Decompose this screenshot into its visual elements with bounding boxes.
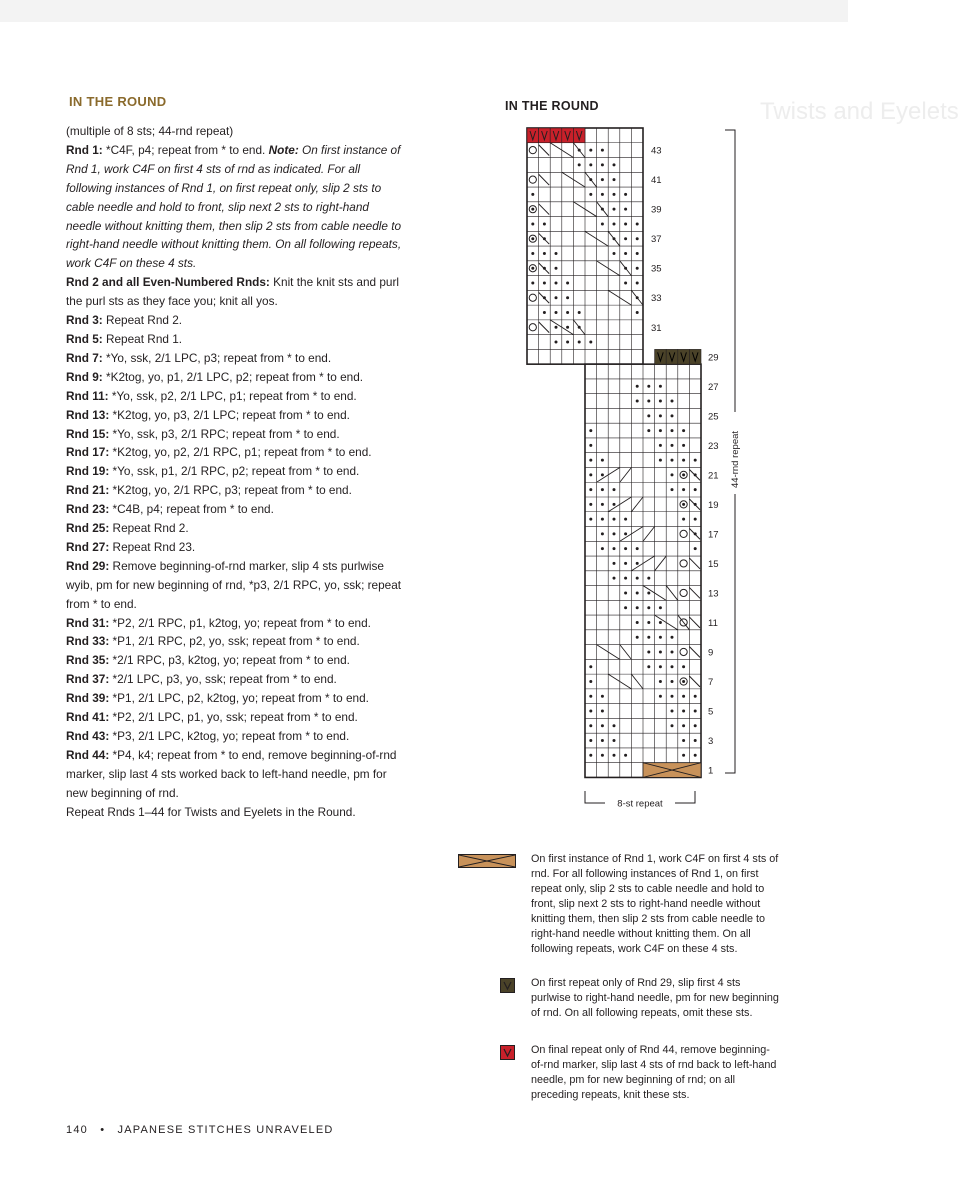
purl-dot	[624, 606, 627, 609]
purl-dot	[659, 695, 662, 698]
purl-dot	[543, 281, 546, 284]
round-label: Rnd 35:	[66, 653, 110, 668]
purl-dot	[624, 237, 627, 240]
stitch-repeat-label: 8-st repeat	[617, 798, 663, 810]
purl-dot	[613, 754, 616, 757]
purl-dot	[589, 503, 592, 506]
purl-dot	[636, 562, 639, 565]
purl-dot	[694, 739, 697, 742]
purl-dot	[531, 193, 534, 196]
round-label: Rnd 11:	[66, 388, 109, 403]
round-instruction: Remove beginning-of-rnd marker, slip 4 sts purlwise wyib, pm for new beginning of rnd, *p3, 2/1 RPC, yo, ssk; repeat from * to end.	[66, 558, 402, 611]
purl-dot	[566, 281, 569, 284]
purl-dot	[589, 739, 592, 742]
purl-dot	[636, 591, 639, 594]
round-label: Rnd 15:	[66, 426, 110, 441]
purl-dot	[659, 414, 662, 417]
purl-dot	[613, 163, 616, 166]
purl-dot	[555, 311, 558, 314]
purl-dot	[694, 488, 697, 491]
purl-dot	[682, 459, 685, 462]
purl-dot	[647, 621, 650, 624]
round-label: Rnd 13:	[66, 407, 110, 422]
round-instruction: Repeat Rnd 2.	[109, 521, 189, 536]
purl-dot	[531, 222, 534, 225]
purl-dot	[601, 473, 604, 476]
purl-dot	[671, 724, 674, 727]
purl-dot	[601, 739, 604, 742]
purl-dot	[613, 488, 616, 491]
purl-dot	[624, 562, 627, 565]
purl-dot	[694, 754, 697, 757]
purl-dot	[694, 518, 697, 521]
purl-dot	[636, 222, 639, 225]
purl-dot	[601, 178, 604, 181]
purl-dot	[566, 341, 569, 344]
round-instruction: *Yo, ssk, p2, 2/1 LPC, p1; repeat from * to end.	[108, 388, 357, 403]
round-instruction: *K2tog, yo, p1, 2/1 LPC, p2; repeat from * to end.	[102, 369, 364, 384]
row-label: 23	[708, 440, 719, 452]
purl-dot	[613, 547, 616, 550]
purl-dot	[555, 281, 558, 284]
purl-dot	[566, 326, 569, 329]
purl-dot	[671, 400, 674, 403]
purl-dot	[671, 473, 674, 476]
purl-dot	[624, 547, 627, 550]
purl-dot	[601, 459, 604, 462]
purl-dot	[589, 163, 592, 166]
row-label: 33	[651, 293, 662, 305]
purl-dot	[694, 547, 697, 550]
round-label: Rnd 33:	[66, 634, 110, 649]
purl-dot	[682, 754, 685, 757]
round-instruction: Repeat Rnd 2.	[102, 313, 183, 328]
footer-separator: •	[100, 1124, 106, 1136]
purl-dot	[624, 532, 627, 535]
round-instruction: *K2tog, yo, p2, 2/1 RPC, p1; repeat from * to end.	[109, 445, 372, 460]
purl-dot	[578, 341, 581, 344]
row-label: 15	[708, 558, 719, 570]
purl-dot	[682, 488, 685, 491]
round-instruction: *K2tog, yo, 2/1 RPC, p3; repeat from * to end.	[109, 483, 352, 498]
row-label: 31	[651, 322, 662, 334]
purl-dot	[659, 459, 662, 462]
chart-heading: IN THE ROUND	[505, 99, 599, 113]
purl-dot	[624, 754, 627, 757]
purl-dot	[671, 710, 674, 713]
purl-dot	[636, 237, 639, 240]
purl-dot	[694, 724, 697, 727]
round-instruction: *2/1 RPC, p3, k2tog, yo; repeat from * to end.	[109, 653, 350, 668]
round-label: Rnd 9:	[66, 369, 103, 384]
round-instruction: Knit the knit sts and purl the purl sts as they face you; knit all yos.	[66, 275, 400, 309]
purl-dot	[624, 222, 627, 225]
row-label: 41	[651, 175, 662, 187]
purl-dot	[636, 621, 639, 624]
purl-dot	[659, 665, 662, 668]
round-instruction: *Yo, ssk, p3, 2/1 RPC; repeat from * to end.	[109, 426, 340, 441]
purl-dot	[636, 636, 639, 639]
purl-dot	[555, 326, 558, 329]
purl-dot	[636, 252, 639, 255]
purl-dot	[659, 385, 662, 388]
purl-dot	[671, 488, 674, 491]
purl-dot	[636, 577, 639, 580]
purl-dot	[682, 724, 685, 727]
purl-dot	[659, 444, 662, 447]
row-label: 13	[708, 588, 719, 600]
purl-dot	[624, 591, 627, 594]
round-instruction: Repeat Rnd 23.	[109, 539, 196, 554]
purl-dot	[624, 208, 627, 211]
round-instruction: Repeat Rnds 1–44 for Twists and Eyelets in the Round.	[66, 804, 356, 819]
purl-dot	[694, 710, 697, 713]
purl-dot	[659, 680, 662, 683]
purl-dot	[671, 636, 674, 639]
purl-dot	[601, 518, 604, 521]
purl-dot	[682, 473, 685, 476]
purl-dot	[613, 208, 616, 211]
purl-dot	[671, 459, 674, 462]
purl-dot	[647, 606, 650, 609]
round-label: Rnd 25:	[66, 521, 110, 536]
purl-dot	[566, 311, 569, 314]
row-label: 5	[708, 706, 714, 718]
purl-dot	[589, 149, 592, 152]
round-label: Rnd 3:	[66, 313, 103, 328]
row-label: 25	[708, 411, 719, 423]
purl-dot	[555, 341, 558, 344]
purl-dot	[682, 444, 685, 447]
purl-dot	[613, 178, 616, 181]
purl-dot	[624, 577, 627, 580]
row-label: 11	[708, 617, 718, 629]
purl-dot	[601, 547, 604, 550]
round-instruction: *P1, 2/1 RPC, p2, yo, ssk; repeat from * to end.	[109, 634, 360, 649]
purl-dot	[636, 311, 639, 314]
row-label: 1	[708, 765, 714, 777]
purl-dot	[531, 208, 534, 211]
round-label: Rnd 27:	[66, 539, 110, 554]
purl-dot	[555, 252, 558, 255]
purl-dot	[682, 739, 685, 742]
row-label: 7	[708, 677, 714, 688]
row-label: 21	[708, 470, 719, 482]
row-label: 27	[708, 381, 719, 393]
purl-dot	[647, 400, 650, 403]
purl-dot	[624, 518, 627, 521]
purl-dot	[659, 650, 662, 653]
round-label: Rnd 17:	[66, 445, 110, 460]
key-text-slip-red: On final repeat only of Rnd 44, remove beginning-of-rnd marker, slip last 4 sts of rnd back to left-hand needle, pm for new beginning of rnd; on all preceding repeats, knit these sts.	[531, 1044, 777, 1101]
purl-dot	[601, 193, 604, 196]
purl-dot	[589, 429, 592, 432]
purl-dot	[613, 518, 616, 521]
purl-dot	[589, 695, 592, 698]
purl-dot	[613, 532, 616, 535]
repeat-label: 44-rnd repeat	[730, 430, 741, 488]
round-instruction: *C4B, p4; repeat from * to end.	[109, 502, 274, 517]
purl-dot	[531, 252, 534, 255]
purl-dot	[613, 724, 616, 727]
round-instruction: *P3, 2/1 LPC, k2tog, yo; repeat from * to end.	[109, 729, 350, 743]
purl-dot	[671, 650, 674, 653]
round-label: Rnd 5:	[66, 331, 103, 346]
purl-dot	[531, 281, 534, 284]
purl-dot	[589, 488, 592, 491]
cable-tan-swatch-icon	[458, 854, 516, 868]
row-label: 37	[651, 234, 662, 246]
page-footer	[66, 1124, 334, 1136]
purl-dot	[601, 222, 604, 225]
purl-dot	[613, 503, 616, 506]
purl-dot	[624, 281, 627, 284]
section-heading: IN THE ROUND	[69, 94, 167, 109]
purl-dot	[589, 724, 592, 727]
purl-dot	[601, 754, 604, 757]
purl-dot	[624, 252, 627, 255]
purl-dot	[671, 429, 674, 432]
purl-dot	[671, 680, 674, 683]
purl-dot	[647, 636, 650, 639]
purl-dot	[589, 754, 592, 757]
purl-dot	[636, 385, 639, 388]
purl-dot	[589, 459, 592, 462]
purl-dot	[636, 400, 639, 403]
round-label: Rnd 21:	[66, 483, 110, 498]
purl-dot	[613, 252, 616, 255]
purl-dot	[671, 414, 674, 417]
round-label: Rnd 44:	[66, 747, 110, 762]
row-label: 17	[708, 529, 719, 541]
book-title: JAPANESE STITCHES UNRAVELED	[117, 1124, 334, 1136]
round-label: Rnd 1:	[66, 142, 103, 157]
purl-dot	[694, 459, 697, 462]
purl-dot	[671, 444, 674, 447]
note-label: Note:	[268, 142, 299, 157]
purl-dot	[624, 193, 627, 196]
slip-olive-swatch-icon	[500, 978, 515, 993]
key-text-c4f: On first instance of Rnd 1, work C4F on first 4 sts of rnd. For all following instances of Rnd 1, on first repeat only, slip 2 sts to cable needle and hold to front, slip next 2 sts to right-hand needle without knitting them, then slip 2 sts from cable needle to right-hand needle without knitting them. On all following repeats, work C4F on these 4 sts.	[531, 853, 779, 955]
purl-dot	[589, 518, 592, 521]
row-label: 39	[651, 204, 662, 216]
purl-dot	[601, 532, 604, 535]
purl-dot	[659, 429, 662, 432]
round-instruction: *C4F, p4; repeat from * to end.	[102, 142, 269, 157]
purl-dot	[613, 577, 616, 580]
purl-dot	[589, 473, 592, 476]
round-instruction: *P4, k4; repeat from * to end, remove beginning-of-rnd marker, slip last 4 sts worked back to left-hand needle, pm for new beginning of rnd.	[66, 747, 397, 800]
purl-dot	[613, 562, 616, 565]
round-instruction: *Yo, ssk, 2/1 LPC, p3; repeat from * to end.	[102, 350, 332, 365]
purl-dot	[601, 503, 604, 506]
round-instruction: *P2, 2/1 RPC, p1, k2tog, yo; repeat from * to end.	[109, 615, 371, 630]
round-label: Rnd 23:	[66, 502, 110, 517]
purl-dot	[694, 695, 697, 698]
row-label: 29	[708, 352, 719, 364]
purl-dot	[647, 665, 650, 668]
purl-dot	[659, 400, 662, 403]
row-label: 35	[651, 263, 662, 275]
purl-dot	[566, 296, 569, 299]
purl-dot	[636, 281, 639, 284]
purl-dot	[578, 311, 581, 314]
note-text: On first instance of Rnd 1, work C4F on first 4 sts of rnd as indicated. For all following instances of Rnd 1, on first repeat only, slip 2 sts to cable needle and hold to front, slip next 2 sts to right-hand needle without knitting them, then slip 2 sts from cable needle to right-hand needle without knitting them. On all following repeats, work C4F on these 4 sts.	[66, 142, 402, 271]
purl-dot	[647, 414, 650, 417]
purl-dot	[543, 222, 546, 225]
slip-red-swatch-icon	[500, 1045, 515, 1060]
purl-dot	[613, 222, 616, 225]
purl-dot	[659, 636, 662, 639]
purl-dot	[589, 665, 592, 668]
purl-dot	[682, 695, 685, 698]
purl-dot	[589, 444, 592, 447]
purl-dot	[613, 739, 616, 742]
round-label: Rnd 43:	[66, 729, 110, 743]
round-instruction: *Yo, ssk, p1, 2/1 RPC, p2; repeat from * to end.	[109, 464, 360, 479]
round-label: Rnd 19:	[66, 464, 110, 479]
purl-dot	[647, 429, 650, 432]
purl-dot	[589, 710, 592, 713]
round-instruction: (multiple of 8 sts; 44-rnd repeat)	[66, 124, 234, 138]
round-instruction: *P2, 2/1 LPC, p1, yo, ssk; repeat from * to end.	[109, 710, 358, 725]
purl-dot	[601, 488, 604, 491]
purl-dot	[647, 385, 650, 388]
purl-dot	[682, 665, 685, 668]
round-label: Rnd 41:	[66, 710, 110, 725]
purl-dot	[682, 503, 685, 506]
purl-dot	[589, 341, 592, 344]
key-text-slip-olive: On first repeat only of Rnd 29, slip first 4 sts purlwise to right-hand needle, pm for new beginning of rnd. On all following repeats, omit these sts.	[531, 977, 779, 1019]
show-through-text: Twists and Eyelets	[760, 98, 959, 125]
round-instruction: *P1, 2/1 LPC, p2, k2tog, yo; repeat from * to end.	[109, 691, 369, 706]
purl-dot	[589, 193, 592, 196]
purl-dot	[555, 296, 558, 299]
purl-dot	[682, 680, 685, 683]
round-label: Rnd 7:	[66, 350, 103, 365]
purl-dot	[636, 267, 639, 270]
purl-dot	[601, 710, 604, 713]
purl-dot	[601, 163, 604, 166]
round-label: Rnd 2 and all Even-Numbered Rnds:	[66, 275, 270, 290]
purl-dot	[543, 252, 546, 255]
purl-dot	[636, 547, 639, 550]
purl-dot	[601, 149, 604, 152]
purl-dot	[682, 518, 685, 521]
round-instruction: Repeat Rnd 1.	[102, 331, 183, 346]
row-label: 43	[651, 145, 662, 157]
round-instruction: *K2tog, yo, p3, 2/1 LPC; repeat from * to end.	[109, 407, 350, 422]
purl-dot	[647, 591, 650, 594]
purl-dot	[659, 621, 662, 624]
purl-dot	[531, 237, 534, 240]
purl-dot	[555, 267, 558, 270]
purl-dot	[647, 650, 650, 653]
purl-dot	[682, 710, 685, 713]
purl-dot	[636, 606, 639, 609]
purl-dot	[601, 695, 604, 698]
round-instruction: *2/1 LPC, p3, yo, ssk; repeat from * to end.	[109, 672, 337, 687]
round-label: Rnd 39:	[66, 691, 110, 706]
round-label: Rnd 31:	[66, 615, 110, 630]
purl-dot	[601, 724, 604, 727]
purl-dot	[659, 606, 662, 609]
row-label: 3	[708, 736, 714, 748]
purl-dot	[682, 429, 685, 432]
purl-dot	[671, 695, 674, 698]
page-number: 140	[66, 1124, 88, 1136]
purl-dot	[647, 577, 650, 580]
purl-dot	[589, 680, 592, 683]
row-label: 19	[708, 499, 719, 511]
round-label: Rnd 29:	[66, 558, 110, 573]
purl-dot	[613, 193, 616, 196]
purl-dot	[531, 267, 534, 270]
round-label: Rnd 37:	[66, 672, 110, 687]
purl-dot	[543, 311, 546, 314]
row-label: 9	[708, 647, 714, 659]
purl-dot	[578, 163, 581, 166]
purl-dot	[671, 665, 674, 668]
